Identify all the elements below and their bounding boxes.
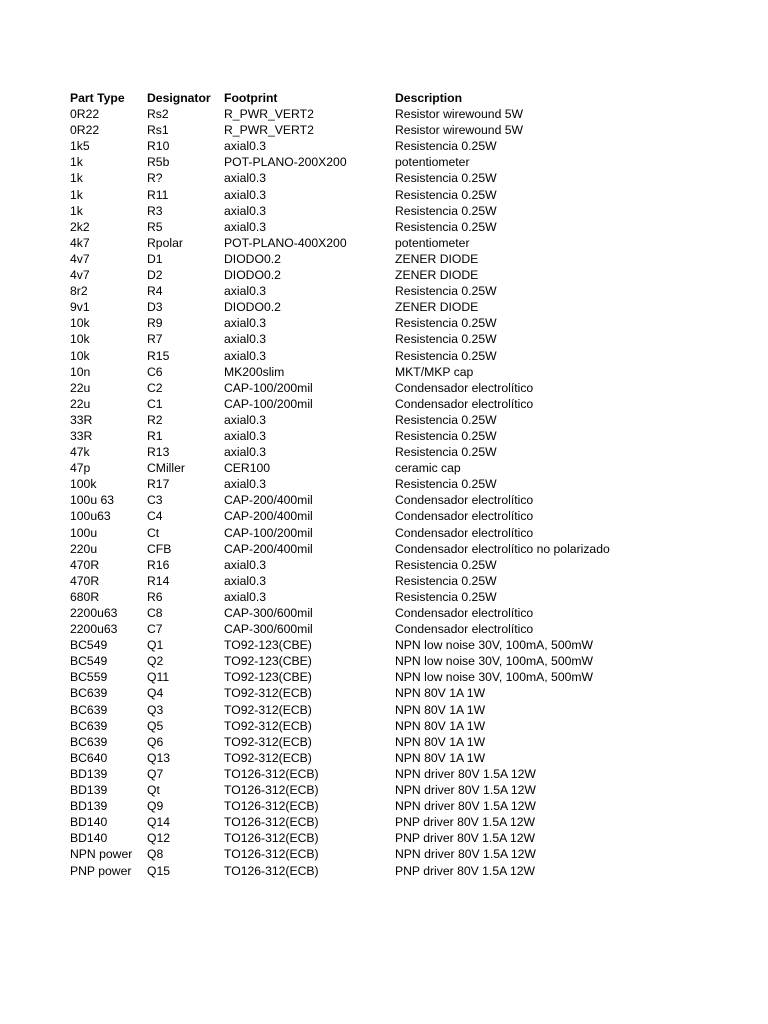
table-row	[70, 798, 750, 814]
cell-designator: Q4	[147, 686, 164, 701]
cell-part-type: 0R22	[70, 107, 100, 122]
table-row	[70, 122, 750, 138]
table-row	[70, 621, 750, 637]
cell-part-type: 47p	[70, 461, 91, 476]
cell-footprint: CER100	[224, 461, 271, 476]
cell-description: potentiometer	[395, 155, 470, 170]
cell-footprint: CAP-100/200mil	[224, 396, 313, 411]
table-row	[70, 589, 750, 605]
cell-description: Resistor wirewound 5W	[395, 123, 524, 138]
cell-description: Condensador electrolítico	[395, 606, 534, 620]
table-row	[70, 734, 750, 750]
cell-footprint: TO126-312(ECB)	[224, 863, 319, 878]
cell-part-type: 1k5	[70, 139, 90, 154]
cell-designator: R6	[147, 589, 163, 604]
cell-footprint: CAP-200/400mil	[224, 509, 313, 524]
cell-designator: Q14	[147, 815, 171, 830]
table-row	[70, 830, 750, 846]
table-header-row	[70, 90, 750, 106]
table-row	[70, 299, 750, 315]
table-row	[70, 766, 750, 782]
cell-designator: Q12	[147, 831, 171, 846]
cell-footprint: axial0.3	[224, 203, 267, 218]
bill-of-materials	[70, 90, 750, 879]
cell-description: Condensador electrolítico	[395, 509, 534, 524]
cell-part-type: 10k	[70, 332, 90, 347]
table-row	[70, 782, 750, 798]
cell-footprint: TO92-312(ECB)	[224, 750, 312, 765]
cell-designator: D3	[147, 300, 163, 315]
cell-part-type: BD139	[70, 783, 108, 798]
cell-footprint: axial0.3	[224, 477, 267, 492]
cell-description: Resistencia 0.25W	[395, 219, 497, 234]
cell-description: Condensador electrolítico	[395, 493, 534, 508]
table-row	[70, 348, 750, 364]
cell-part-type: 470R	[70, 557, 100, 572]
cell-footprint: TO126-312(ECB)	[224, 783, 319, 798]
cell-description: Resistencia 0.25W	[395, 316, 497, 331]
cell-part-type: 1k	[70, 203, 83, 218]
cell-description: Resistor wirewound 5W	[395, 107, 524, 122]
cell-footprint: axial0.3	[224, 412, 267, 427]
cell-description: NPN low noise 30V, 100mA, 500mW	[395, 654, 594, 669]
cell-part-type: 10k	[70, 316, 90, 331]
cell-description: Resistencia 0.25W	[395, 139, 497, 154]
table-row	[70, 235, 750, 251]
table-row	[70, 814, 750, 830]
table-row	[70, 637, 750, 653]
cell-footprint: TO126-312(ECB)	[224, 815, 319, 830]
cell-description: Resistencia 0.25W	[395, 348, 497, 363]
cell-description: Resistencia 0.25W	[395, 171, 497, 186]
cell-part-type: BC559	[70, 670, 108, 685]
cell-part-type: BD139	[70, 766, 108, 781]
table-row	[70, 315, 750, 331]
cell-designator: R3	[147, 203, 163, 218]
table-row	[70, 396, 750, 412]
cell-designator: Q13	[147, 750, 171, 765]
cell-part-type: BC549	[70, 654, 108, 669]
cell-part-type: 2200u63	[70, 622, 118, 637]
cell-part-type: BC639	[70, 734, 108, 749]
table-row	[70, 428, 750, 444]
cell-designator: R2	[147, 412, 163, 427]
header-designator: Designator	[147, 91, 211, 105]
cell-designator: R9	[147, 316, 163, 331]
cell-designator: Rs2	[147, 107, 169, 122]
cell-part-type: BC549	[70, 638, 108, 653]
cell-description: Resistencia 0.25W	[395, 573, 497, 588]
cell-designator: D1	[147, 251, 163, 266]
cell-designator: R1	[147, 428, 163, 443]
cell-description: NPN driver 80V 1.5A 12W	[395, 799, 536, 814]
cell-description: Resistencia 0.25W	[395, 332, 497, 347]
cell-part-type: 4v7	[70, 268, 90, 283]
cell-description: NPN 80V 1A 1W	[395, 702, 486, 717]
table-row	[70, 702, 750, 718]
cell-designator: Rpolar	[147, 235, 183, 250]
cell-description: Resistencia 0.25W	[395, 284, 497, 299]
cell-footprint: TO126-312(ECB)	[224, 847, 319, 862]
cell-description: Resistencia 0.25W	[395, 589, 497, 604]
cell-part-type: 0R22	[70, 123, 100, 138]
cell-footprint: axial0.3	[224, 284, 267, 299]
header-description: Description	[395, 91, 463, 105]
cell-part-type: 10n	[70, 364, 91, 379]
cell-part-type: 33R	[70, 412, 93, 427]
cell-part-type: BD139	[70, 799, 108, 814]
cell-footprint: axial0.3	[224, 445, 267, 460]
cell-footprint: CAP-200/400mil	[224, 541, 313, 556]
table-row	[70, 203, 750, 219]
cell-designator: R5	[147, 219, 163, 234]
table-row	[70, 219, 750, 235]
table-row	[70, 444, 750, 460]
header-part-type: Part Type	[70, 91, 125, 105]
cell-description: Resistencia 0.25W	[395, 412, 497, 427]
table-body	[70, 106, 750, 879]
table-row	[70, 267, 750, 283]
table-row	[70, 476, 750, 492]
cell-part-type: NPN power	[70, 847, 133, 862]
cell-footprint: TO92-312(ECB)	[224, 702, 312, 717]
cell-footprint: axial0.3	[224, 573, 267, 588]
cell-footprint: axial0.3	[224, 187, 267, 202]
cell-description: ceramic cap	[395, 461, 461, 476]
cell-description: Resistencia 0.25W	[395, 203, 497, 218]
cell-footprint: DIODO0.2	[224, 268, 281, 283]
table-row	[70, 460, 750, 476]
cell-part-type: BC639	[70, 686, 108, 701]
cell-designator: R14	[147, 573, 170, 588]
cell-part-type: 8r2	[70, 284, 88, 299]
cell-part-type: BD140	[70, 831, 108, 846]
cell-footprint: TO126-312(ECB)	[224, 766, 319, 781]
cell-part-type: 1k	[70, 155, 83, 170]
cell-description: Condensador electrolítico	[395, 622, 534, 637]
cell-designator: Q9	[147, 799, 164, 814]
cell-part-type: 220u	[70, 541, 98, 556]
cell-footprint: TO126-312(ECB)	[224, 799, 319, 814]
table-row	[70, 750, 750, 766]
cell-footprint: POT-PLANO-200X200	[224, 155, 347, 170]
cell-description: Resistencia 0.25W	[395, 477, 497, 492]
cell-designator: Q5	[147, 718, 164, 733]
cell-designator: Q1	[147, 638, 164, 653]
cell-designator: R17	[147, 477, 170, 492]
cell-part-type: 100k	[70, 477, 97, 492]
cell-designator: Q6	[147, 734, 164, 749]
cell-footprint: TO92-123(CBE)	[224, 638, 312, 653]
cell-footprint: DIODO0.2	[224, 251, 281, 266]
cell-description: PNP driver 80V 1.5A 12W	[395, 863, 536, 878]
cell-designator: R5b	[147, 155, 170, 170]
cell-designator: C8	[147, 606, 163, 620]
cell-footprint: axial0.3	[224, 428, 267, 443]
cell-designator: D2	[147, 268, 163, 283]
cell-footprint: axial0.3	[224, 316, 267, 331]
cell-footprint: R_PWR_VERT2	[224, 107, 314, 122]
cell-designator: R13	[147, 445, 170, 460]
cell-part-type: 47k	[70, 445, 90, 460]
cell-footprint: CAP-200/400mil	[224, 493, 313, 508]
table-row	[70, 138, 750, 154]
cell-description: ZENER DIODE	[395, 251, 479, 266]
cell-footprint: axial0.3	[224, 348, 267, 363]
cell-footprint: DIODO0.2	[224, 300, 281, 315]
cell-footprint: axial0.3	[224, 171, 267, 186]
table-row	[70, 669, 750, 685]
cell-footprint: R_PWR_VERT2	[224, 123, 314, 138]
cell-designator: R11	[147, 187, 169, 202]
cell-designator: R4	[147, 284, 163, 299]
table-row	[70, 170, 750, 186]
cell-footprint: CAP-100/200mil	[224, 380, 313, 395]
cell-footprint: CAP-100/200mil	[224, 525, 313, 540]
table-row	[70, 685, 750, 701]
cell-part-type: 2200u63	[70, 606, 118, 620]
cell-footprint: POT-PLANO-400X200	[224, 235, 347, 250]
cell-part-type: 100u	[70, 525, 98, 540]
cell-designator: R15	[147, 348, 170, 363]
table-row	[70, 283, 750, 299]
cell-part-type: 1k	[70, 171, 83, 186]
cell-description: NPN low noise 30V, 100mA, 500mW	[395, 670, 594, 685]
table-row	[70, 106, 750, 122]
cell-footprint: TO92-123(CBE)	[224, 654, 312, 669]
cell-designator: C3	[147, 493, 163, 508]
cell-part-type: 22u	[70, 396, 91, 411]
cell-part-type: BC639	[70, 702, 108, 717]
cell-footprint: CAP-300/600mil	[224, 622, 313, 637]
cell-description: potentiometer	[395, 235, 470, 250]
cell-designator: R10	[147, 139, 170, 154]
cell-designator: C6	[147, 364, 163, 379]
cell-description: NPN driver 80V 1.5A 12W	[395, 847, 536, 862]
cell-designator: Q15	[147, 863, 171, 878]
table-row	[70, 492, 750, 508]
cell-footprint: TO92-312(ECB)	[224, 734, 312, 749]
cell-footprint: TO92-312(ECB)	[224, 686, 312, 701]
cell-designator: Q8	[147, 847, 164, 862]
table-row	[70, 557, 750, 573]
cell-footprint: TO92-123(CBE)	[224, 670, 312, 685]
cell-part-type: 680R	[70, 589, 100, 604]
cell-part-type: 10k	[70, 348, 90, 363]
cell-footprint: axial0.3	[224, 557, 267, 572]
table-row	[70, 412, 750, 428]
cell-designator: C4	[147, 509, 163, 524]
cell-description: NPN low noise 30V, 100mA, 500mW	[395, 638, 594, 653]
cell-description: ZENER DIODE	[395, 268, 479, 283]
cell-description: NPN 80V 1A 1W	[395, 686, 486, 701]
cell-part-type: 22u	[70, 380, 91, 395]
cell-description: NPN 80V 1A 1W	[395, 734, 486, 749]
cell-description: ZENER DIODE	[395, 300, 479, 315]
cell-description: Resistencia 0.25W	[395, 428, 497, 443]
cell-description: MKT/MKP cap	[395, 364, 474, 379]
cell-footprint: TO126-312(ECB)	[224, 831, 319, 846]
table-row	[70, 653, 750, 669]
cell-part-type: PNP power	[70, 863, 132, 878]
table-row	[70, 525, 750, 541]
cell-designator: CFB	[147, 541, 172, 556]
cell-part-type: 4k7	[70, 235, 90, 250]
cell-designator: C1	[147, 396, 163, 411]
cell-footprint: TO92-312(ECB)	[224, 718, 312, 733]
cell-description: Condensador electrolítico	[395, 525, 534, 540]
cell-description: NPN 80V 1A 1W	[395, 750, 486, 765]
cell-part-type: 2k2	[70, 219, 90, 234]
cell-part-type: 33R	[70, 428, 93, 443]
cell-part-type: BD140	[70, 815, 108, 830]
table-row	[70, 541, 750, 557]
cell-designator: Q11	[147, 670, 170, 685]
cell-footprint: axial0.3	[224, 139, 267, 154]
header-footprint: Footprint	[224, 91, 278, 105]
cell-footprint: axial0.3	[224, 589, 267, 604]
cell-description: NPN 80V 1A 1W	[395, 718, 486, 733]
cell-designator: Q3	[147, 702, 164, 717]
table-row	[70, 508, 750, 524]
cell-description: Condensador electrolítico	[395, 396, 534, 411]
cell-designator: Ct	[147, 525, 160, 540]
table-row	[70, 846, 750, 862]
cell-description: Condensador electrolítico no polarizado	[395, 541, 610, 556]
table-row	[70, 331, 750, 347]
cell-designator: C2	[147, 380, 163, 395]
cell-part-type: 100u63	[70, 509, 111, 524]
table-row	[70, 863, 750, 879]
cell-description: Resistencia 0.25W	[395, 445, 497, 460]
cell-description: Condensador electrolítico	[395, 380, 534, 395]
cell-designator: CMiller	[147, 461, 185, 476]
cell-footprint: axial0.3	[224, 219, 267, 234]
cell-description: Resistencia 0.25W	[395, 187, 497, 202]
table-row	[70, 605, 750, 621]
cell-description: NPN driver 80V 1.5A 12W	[395, 766, 536, 781]
table-row	[70, 718, 750, 734]
table-row	[70, 573, 750, 589]
table-row	[70, 154, 750, 170]
cell-part-type: 4v7	[70, 251, 90, 266]
cell-description: Resistencia 0.25W	[395, 557, 497, 572]
cell-designator: Q7	[147, 766, 164, 781]
cell-footprint: CAP-300/600mil	[224, 606, 313, 620]
cell-designator: Rs1	[147, 123, 169, 138]
cell-designator: R7	[147, 332, 163, 347]
cell-description: PNP driver 80V 1.5A 12W	[395, 831, 536, 846]
cell-description: NPN driver 80V 1.5A 12W	[395, 783, 536, 798]
cell-designator: R16	[147, 557, 170, 572]
cell-footprint: axial0.3	[224, 332, 267, 347]
cell-footprint: MK200slim	[224, 364, 285, 379]
cell-part-type: 1k	[70, 187, 83, 202]
cell-part-type: BC640	[70, 750, 108, 765]
cell-designator: C7	[147, 622, 163, 637]
cell-part-type: 100u 63	[70, 493, 115, 508]
cell-part-type: 470R	[70, 573, 100, 588]
table-row	[70, 187, 750, 203]
cell-part-type: 9v1	[70, 300, 90, 315]
cell-designator: Qt	[147, 783, 160, 798]
cell-designator: R?	[147, 171, 163, 186]
cell-designator: Q2	[147, 654, 164, 669]
table-row	[70, 364, 750, 380]
cell-part-type: BC639	[70, 718, 108, 733]
table-row	[70, 380, 750, 396]
table-row	[70, 251, 750, 267]
cell-description: PNP driver 80V 1.5A 12W	[395, 815, 536, 830]
